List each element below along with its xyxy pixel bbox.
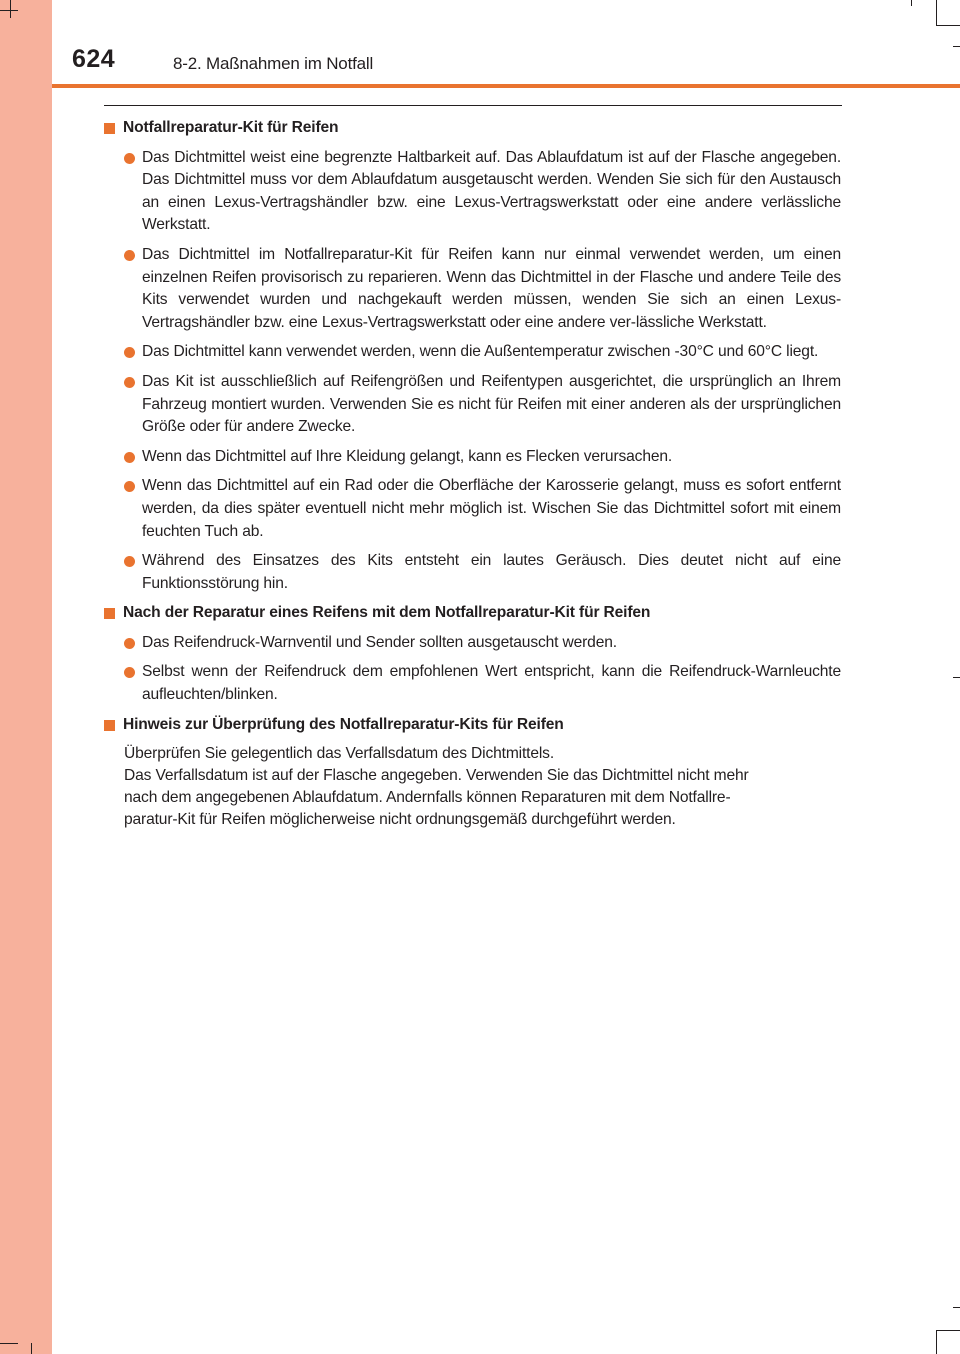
crop-mark (936, 0, 937, 26)
section-heading-text: Notfallreparatur-Kit für Reifen (123, 119, 339, 136)
header-rule (52, 84, 960, 88)
crop-mark (953, 677, 960, 678)
list-item-text: Wenn das Dichtmittel auf Ihre Kleidung gelangt, kann es Flecken verursachen. (142, 447, 673, 465)
round-bullet-icon (124, 377, 135, 388)
round-bullet-icon (124, 347, 135, 358)
list-item (124, 341, 841, 364)
round-bullet-icon (124, 638, 135, 649)
crop-mark (911, 0, 912, 6)
list-item (124, 661, 841, 706)
crop-mark (31, 1343, 32, 1354)
side-color-band (0, 0, 52, 1354)
round-bullet-icon (124, 250, 135, 261)
square-bullet-icon (104, 608, 115, 619)
paragraph-line: paratur-Kit für Reifen möglicherweise nicht ordnungsgemäß durchgeführt werden. (124, 811, 676, 829)
list-item-text: Selbst wenn der Reifendruck dem empfohlenen Wert entspricht, kann die Reifendruck-Warnleuchte aufleuchten/blinken. (142, 663, 841, 704)
list-item-text: Das Dichtmittel im Notfallreparatur-Kit für Reifen kann nur einmal verwendet werden, um einen einzelnen Reifen provisorisch zu reparieren. Wenn das Dichtmittel in der Flasche und andere Teile des Kits verwendet wurden und nachgekauft werden müssen, wenden Sie sich an einen Lexus-Vertragshändler bzw. eine Lexus-Vertragswerkstatt oder eine andere ver-lässliche Werkstatt. (142, 245, 841, 331)
list-item (124, 550, 841, 595)
paragraph-line: Überprüfen Sie gelegentlich das Verfallsdatum des Dichtmittels. (124, 745, 554, 763)
crop-mark (0, 10, 18, 11)
list-item (124, 244, 841, 334)
crop-mark (936, 1330, 937, 1354)
list-item-text: Das Kit ist ausschließlich auf Reifengrößen und Reifentypen ausgerichtet, die ursprünglich an Ihrem Fahrzeug montiert wurden. Verwenden Sie es nicht für Reifen mit einer anderen als der ursprünglichen Größe oder für andere Zwecke. (142, 372, 841, 436)
paragraph-line: Das Verfallsdatum ist auf der Flasche angegeben. Verwenden Sie das Dichtmittel nicht mehr (124, 767, 749, 785)
list-item (124, 475, 841, 543)
list-item-text: Das Dichtmittel kann verwendet werden, wenn die Außentemperatur zwischen -30°C und 60°C liegt. (142, 343, 819, 361)
list-item (124, 446, 841, 469)
content-top-rule (104, 105, 842, 106)
section-heading (104, 117, 841, 140)
section-title: 8-2. Maßnahmen im Notfall (173, 54, 374, 73)
crop-mark (0, 1343, 18, 1344)
round-bullet-icon (124, 153, 135, 164)
list-item-text: Das Reifendruck-Warnventil und Sender sollten ausgetauscht werden. (142, 633, 617, 651)
list-item-text: Wenn das Dichtmittel auf ein Rad oder die Oberfläche der Karosserie gelangt, muss es sofort entfernt werden, da dies später eventuell nicht mehr möglich ist. Wischen Sie das Dichtmittel sofort mit einem feuchten Tuch ab. (142, 477, 841, 540)
crop-mark (953, 46, 960, 47)
round-bullet-icon (124, 667, 135, 678)
crop-mark (10, 0, 11, 18)
content-body (104, 117, 841, 831)
section-heading (104, 714, 841, 737)
list-item-text: Während des Einsatzes des Kits entsteht ein lautes Geräusch. Dies deutet nicht auf eine Funktionsstörung hin. (142, 552, 841, 592)
round-bullet-icon (124, 481, 135, 492)
section-heading-text: Hinweis zur Überprüfung des Notfallreparatur-Kits für Reifen (123, 715, 564, 733)
list-item (124, 147, 841, 237)
square-bullet-icon (104, 123, 115, 134)
crop-mark (953, 1307, 960, 1308)
section-heading-text: Nach der Reparatur eines Reifens mit dem Notfallreparatur-Kit für Reifen (123, 604, 651, 622)
note-paragraph (124, 743, 841, 831)
list-item (124, 632, 841, 655)
section-heading (104, 602, 841, 625)
square-bullet-icon (104, 720, 115, 731)
page-number: 624 (72, 45, 116, 73)
list-item-text: Das Dichtmittel weist eine begrenzte Haltbarkeit auf. Das Ablaufdatum ist auf der Flasche angegeben. Das Dichtmittel muss vor dem Ablaufdatum ausgetauscht werden. Wenden Sie sich für den Austausch an einen Lexus-Vertragshändler bzw. eine Lexus-Vertragswerkstatt oder eine andere verlässliche Werkstatt. (142, 148, 841, 234)
round-bullet-icon (124, 556, 135, 567)
paragraph-line: nach dem angegebenen Ablaufdatum. Andernfalls können Reparaturen mit dem Notfallre- (124, 789, 731, 807)
round-bullet-icon (124, 452, 135, 463)
list-item (124, 371, 841, 439)
crop-mark (936, 1330, 960, 1331)
crop-mark (936, 25, 960, 26)
